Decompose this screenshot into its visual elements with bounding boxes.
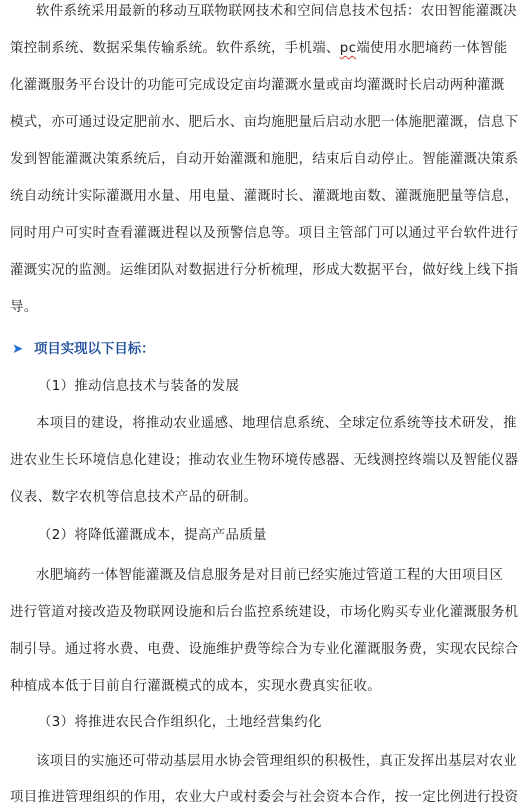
paragraph-line: 本项目的建设，将推动农业遥感、地理信息系统、全球定位系统等技术研发，推 (36, 416, 517, 431)
paragraph-line: 水肥墒药一体智能灌溉及信息服务是对目前已经实施过管道工程的大田项目区 (36, 568, 504, 583)
paragraph-line: 项目推进管理组织的作用，农业大户或村委会与社会资本合作，按一定比例进行投资 (10, 790, 519, 805)
paragraph-line (10, 39, 508, 59)
section-heading (12, 340, 155, 360)
paragraph-line: 进行管道对接改造及物联网设施和后台监控系统建设，市场化购买专业化灌溉服务机 (10, 605, 519, 620)
goal-heading: （2）将降低灌溉成本，提高产品质量 (38, 528, 267, 543)
paragraph-line: 种植成本低于目前自行灌溉模式的成本，实现水费真实征收。 (10, 679, 381, 694)
paragraph-line: 导。 (10, 300, 38, 315)
paragraph-line: 软件系统采用最新的移动互联物联网技术和空间信息技术包括：农田智能灌溉决 (36, 4, 517, 19)
goal-heading: （1）推动信息技术与装备的发展 (38, 379, 240, 394)
paragraph-line: 统自动统计实际灌溉用水量、用电量、灌溉时长、灌溉地亩数、灌溉施肥量等信息， (10, 189, 519, 204)
paragraph-line: 仪表、数字农机等信息技术产品的研制。 (10, 490, 258, 505)
paragraph-line: 模式，亦可通过设定肥前水、肥后水、亩均施肥量后启动水肥一体施肥灌溉，信息下 (10, 115, 519, 130)
paragraph-line: 制引导。通过将水费、电费、设施维护费等综合为专业化灌溉服务费，实现农民综合 (10, 642, 519, 657)
paragraph-line: 灌溉实况的监测。运维团队对数据进行分析梳理，形成大数据平台，做好线上线下指 (10, 263, 519, 278)
paragraph-line: 化灌溉服务平台设计的功能可完成设定亩均灌溉水量或亩均灌溉时长启动两种灌溉 (10, 78, 505, 93)
paragraph-line: 进农业生长环境信息化建设；推动农业生物环境传感器、无线测控终端以及智能仪器 (10, 453, 519, 468)
paragraph-text: 端使用水肥墒药一体智能 (356, 41, 508, 56)
paragraph-line: 发到智能灌溉决策系统后，自动开始灌溉和施肥，结束后自动停止。智能灌溉决策系 (10, 152, 519, 167)
section-heading-label: 项目实现以下目标： (34, 342, 155, 357)
goal-heading: （3）将推进农民合作组织化，土地经营集约化 (38, 715, 322, 730)
paragraph-text: 策控制系统、数据采集传输系统。软件系统，手机端、 (10, 41, 340, 56)
paragraph-line: 该项目的实施还可带动基层用水协会管理组织的积极性，真正发挥出基层对农业 (36, 754, 517, 769)
paragraph-line: 同时用户可实时查看灌溉进程以及预警信息等。项目主管部门可以通过平台软件进行 (10, 226, 519, 241)
spellcheck-flagged-word: pc (339, 41, 357, 56)
arrow-bullet-icon: ➤ (12, 342, 24, 357)
